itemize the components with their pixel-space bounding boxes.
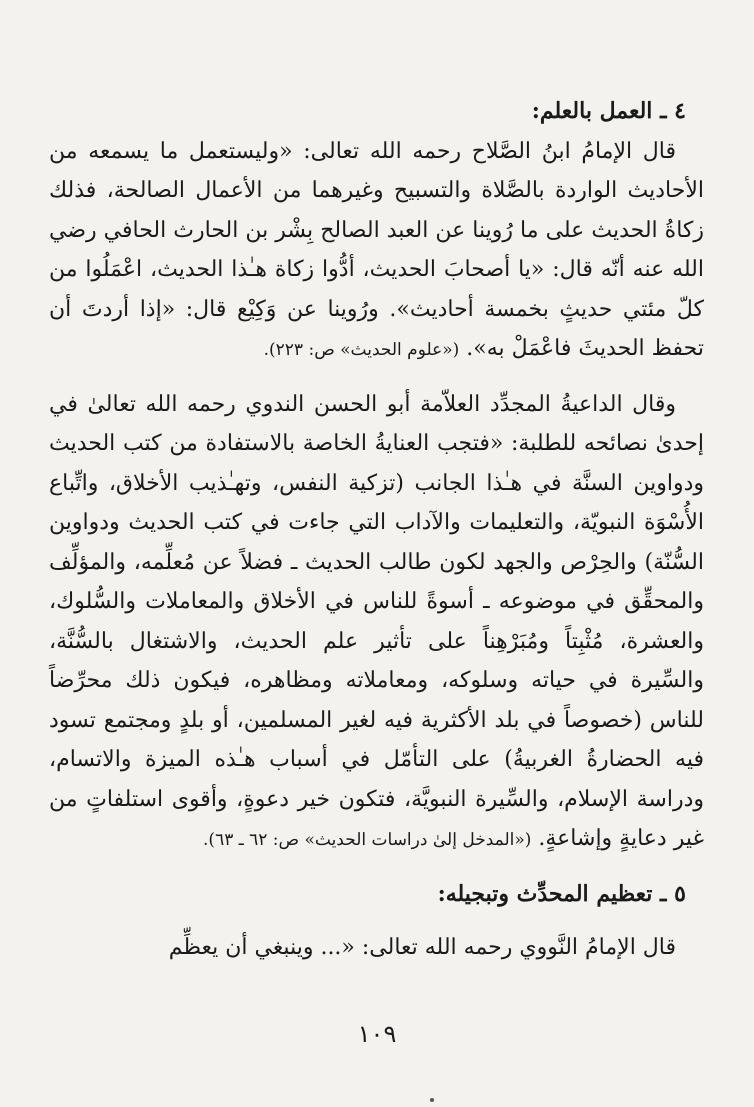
paragraph-nawawi: قال الإمامُ النَّووي رحمه الله تعالى: «... وينبغي أن يعظِّم bbox=[168, 935, 676, 960]
paragraph-nadwi bbox=[49, 385, 704, 861]
paragraph-text: وقال الداعيةُ المجدِّد العلاّمة أبو الحسن الندوي رحمه الله تعالىٰ في إحدىٰ نصائحه للطلبة: «فتجب العنايةُ الخاصة بالاستفادة من كتب الحديث ودواوين السنَّة في هـٰذا الجانب (تزكية النفس، وتهـٰذيب الأخلاق، واتِّباع الأُسْوَة النبويّة، والتعليمات والآداب التي جاءت في كتب الحديث ودواوين السُّنّة) والحِرْص والجهد لكون طالب الحديث ـ فضلاً عن مُعلِّمه، والمؤلِّف والمحقِّق في موضوعه ـ أسوةً للناس في الأخلاق والمعاملات والسُّلوك، والعشرة، مُثْبِتاً ومُبَرْهِناً على تأثير علم الحديث، والاشتغال بالسُّنَّة، والسِّيرة في حياته وسلوكه، ومعاملاته ومظاهره، فيكون ذلك محرِّضاً للناس (خصوصاً في بلد الأكثرية فيه لغير المسلمين، أو بلدٍ ومجتمع تسود فيه الحضارةُ الغربيةُ) على التأمّل في أسباب هـٰذه الميزة والاتسام، ودراسة الإسلام، والسِّيرة النبويَّة، فتكون خير دعوةٍ، وأقوى استلفاتٍ من غير دعايةٍ وإشاعةٍ. bbox=[49, 391, 704, 851]
section-heading-4: ٤ ـ العمل بالعلم: bbox=[531, 98, 686, 124]
paragraph-text: قال الإمامُ ابنُ الصَّلاح رحمه الله تعالى: «وليستعمل ما يسمعه من الأحاديث الواردة بالصَّلاة والتسبيح وغيرهما من الأعمال الصالحة، فذلك زكاةُ الحديث على ما رُوينا عن العبد الصالح بِشْر بن الحارث الحافي رضي الله عنه أنّه قال: «يا أصحابَ الحديث، أدُّوا زكاة هـٰذا الحديث، اعْمَلُوا من كلّ مئتي حديثٍ بخمسة أحاديث». ورُوينا عن وَكِيْع قال: «إذا أردتَ أن تحفظ الحديثَ فاعْمَلْ به». bbox=[49, 138, 704, 361]
page-number: ١٠٩ bbox=[357, 1020, 397, 1048]
spacer bbox=[49, 371, 704, 385]
paragraph-ibn-salah bbox=[49, 132, 704, 371]
page-text bbox=[49, 78, 704, 968]
reference-citation: («علوم الحديث» ص: ٢٢٣). bbox=[263, 340, 460, 360]
scan-speck bbox=[430, 1098, 434, 1102]
reference-citation: («المدخل إلىٰ دراسات الحديث» ص: ٦٢ ـ ٦٣). bbox=[203, 830, 532, 850]
spacer bbox=[49, 914, 704, 928]
section-heading-5: ٥ ـ تعظيم المحدِّث وتبجيله: bbox=[437, 880, 686, 907]
